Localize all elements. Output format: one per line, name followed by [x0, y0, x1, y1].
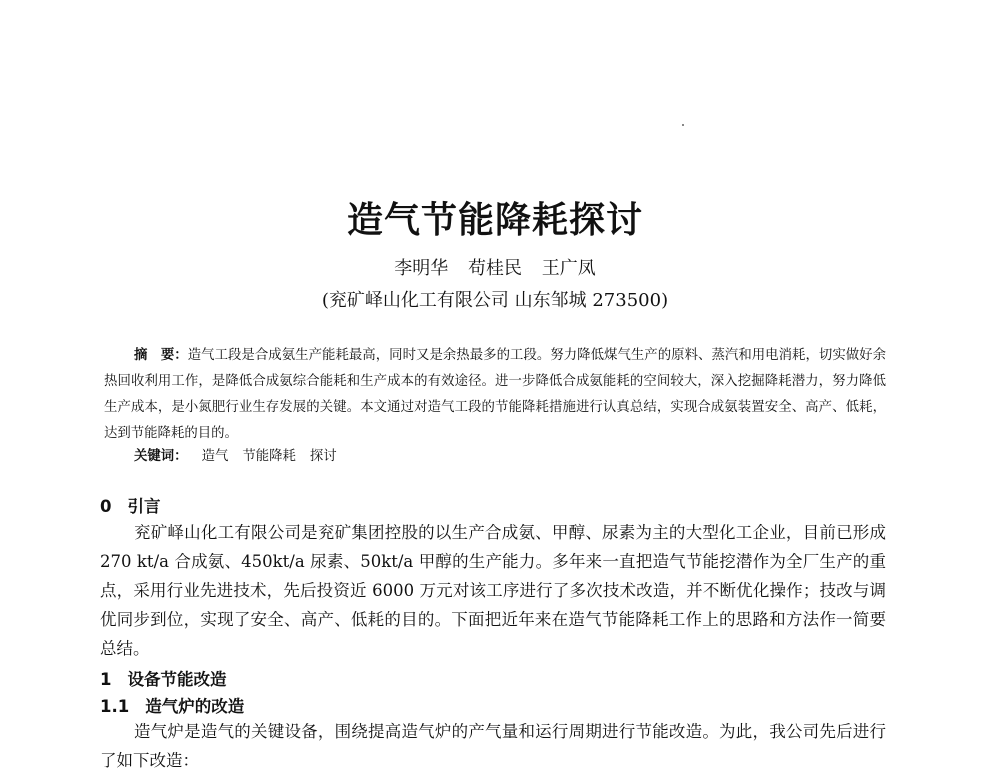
abstract-label: 摘 要：	[134, 347, 188, 363]
section-heading-introduction	[100, 493, 160, 517]
abstract	[104, 342, 886, 447]
body-paragraph: 造气炉是造气的关键设备，围绕提高造气炉的产气量和运行周期进行节能改造。为此，我公司先后进行了如下改造：	[100, 722, 886, 770]
keywords-label: 关键词：	[134, 448, 188, 464]
section-title: 设备节能改造	[127, 670, 227, 689]
section-title: 引言	[127, 497, 161, 516]
author-name: 李明华	[394, 258, 449, 279]
author-name: 苟桂民	[468, 258, 522, 279]
keywords	[134, 443, 337, 470]
author-name: 王广凤	[541, 258, 596, 279]
section-number: 1	[100, 670, 112, 689]
section-number: 0	[100, 497, 112, 516]
author-affiliation: (兖矿峄山化工有限公司 山东邹城 273500)	[321, 290, 669, 311]
body-paragraph: 兖矿峄山化工有限公司是兖矿集团控股的以生产合成氨、甲醇、尿素为主的大型化工企业，目前已形成 270 kt/a 合成氨、450kt/a 尿素、50kt/a 甲醇的生产能力。多年来一直把造气节能挖潜作为全厂生产的重点，采用行业先进技术，先后投资近 6000 万元对该工序进行了多次技术改造，并不断优化操作；技改与调优同步到位，实现了安全、高产、低耗的目的。下面把近年来在造气节能降耗工作上的思路和方法作一简要总结。	[100, 523, 886, 658]
section-heading-equipment	[100, 666, 226, 690]
author-list	[0, 254, 990, 280]
section-number: 1.1	[100, 697, 130, 716]
section-title: 造气炉的改造	[145, 697, 245, 716]
abstract-text: 造气工段是合成氨生产能耗最高，同时又是余热最多的工段。努力降低煤气生产的原料、蒸汽和用电消耗，切实做好余热回收利用工作，是降低合成氨综合能耗和生产成本的有效途径。进一步降低合成氨能耗的空间较大，深入挖掘降耗潜力，努力降低生产成本，是小氮肥行业生存发展的关键。本文通过对造气工段的节能降耗措施进行认真总结，实现合成氨装置安全、高产、低耗，达到节能降耗的目的。	[104, 348, 886, 441]
scan-speck	[682, 124, 684, 126]
paper-title: 造气节能降耗探讨	[346, 199, 643, 242]
subsection-heading-furnace	[100, 693, 244, 717]
keyword: 造气	[201, 449, 229, 464]
keyword: 探讨	[309, 449, 337, 464]
keyword: 节能降耗	[242, 449, 296, 464]
